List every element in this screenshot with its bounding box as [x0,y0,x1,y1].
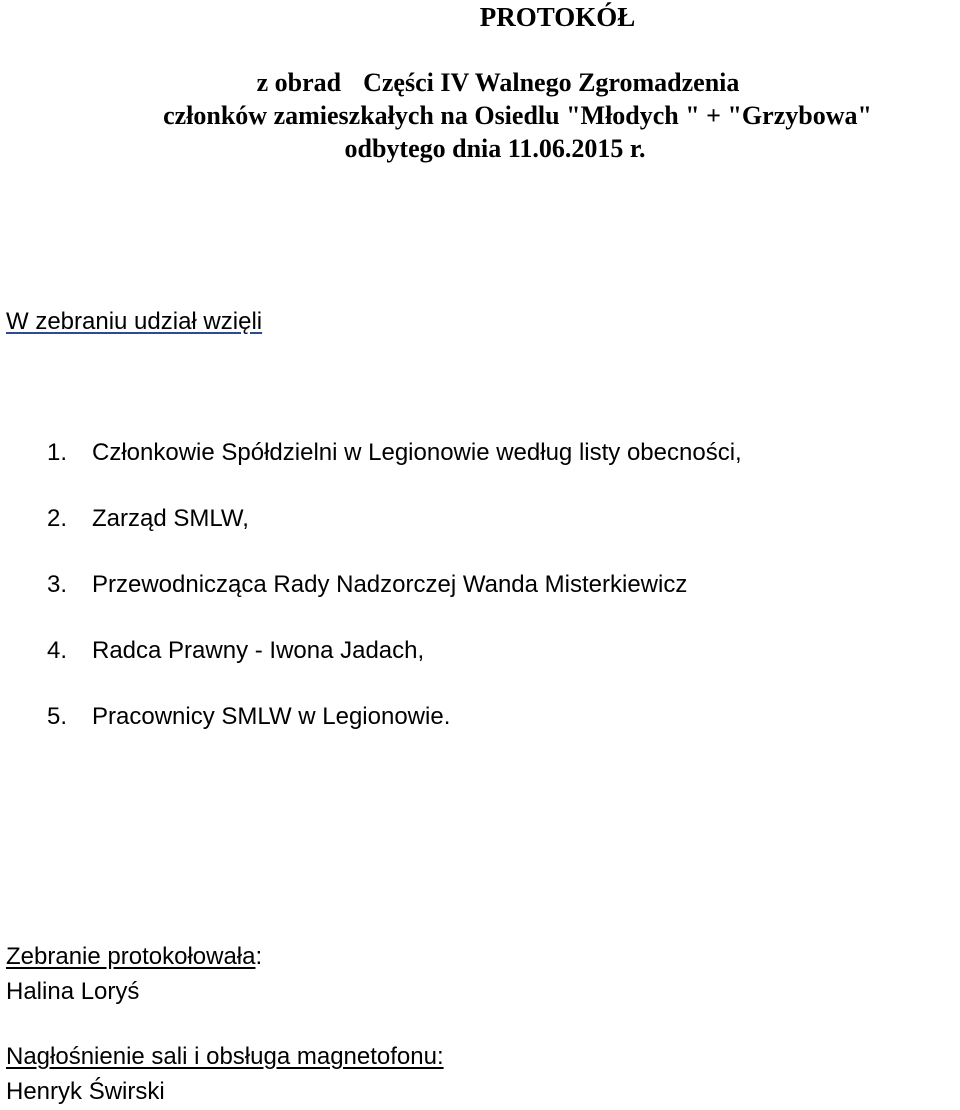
recorder-label-text: Zebranie protokołowała [6,943,256,970]
list-item-number: 1. [47,439,68,466]
document-title: PROTOKÓŁ [479,2,636,32]
header-line-1b: Części IV Walnego Zgromadzenia [363,68,740,97]
list-item-text: Radca Prawny - Iwona Jadach, [92,637,425,664]
sound-label [6,1045,444,1069]
header-line-3: odbytego dnia 11.06.2015 r. [344,134,646,163]
participants-list [47,441,742,771]
list-item-text: Członkowie Spółdzielni w Legionowie według listy obecności, [92,439,742,466]
list-item [47,507,742,573]
recorder-label [6,945,262,969]
header-line-1 [0,70,960,96]
list-item-text: Pracownicy SMLW w Legionowie. [92,703,451,730]
list-item-number: 5. [47,703,68,730]
list-item-number: 4. [47,637,68,664]
header-line-1a: z obrad [256,68,342,97]
list-item-number: 3. [47,571,68,598]
sound-label-text: Nagłośnienie sali i obsługa magnetofonu: [6,1043,444,1070]
participants-intro: W zebraniu udział wzięli [6,308,263,335]
header-line-2: członków zamieszkałych na Osiedlu "Młodych " + "Grzybowa" [163,101,872,130]
recorder-label-colon: : [255,943,263,970]
list-item [47,639,742,705]
list-item [47,705,742,771]
list-item-number: 2. [47,505,68,532]
list-item-text: Zarząd SMLW, [92,505,249,532]
recorder-name: Halina Loryś [6,978,140,1005]
sound-name: Henryk Świrski [6,1078,165,1105]
list-item-text: Przewodnicząca Rady Nadzorczej Wanda Misterkiewicz [92,571,688,598]
list-item [47,573,742,639]
list-item [47,441,742,507]
